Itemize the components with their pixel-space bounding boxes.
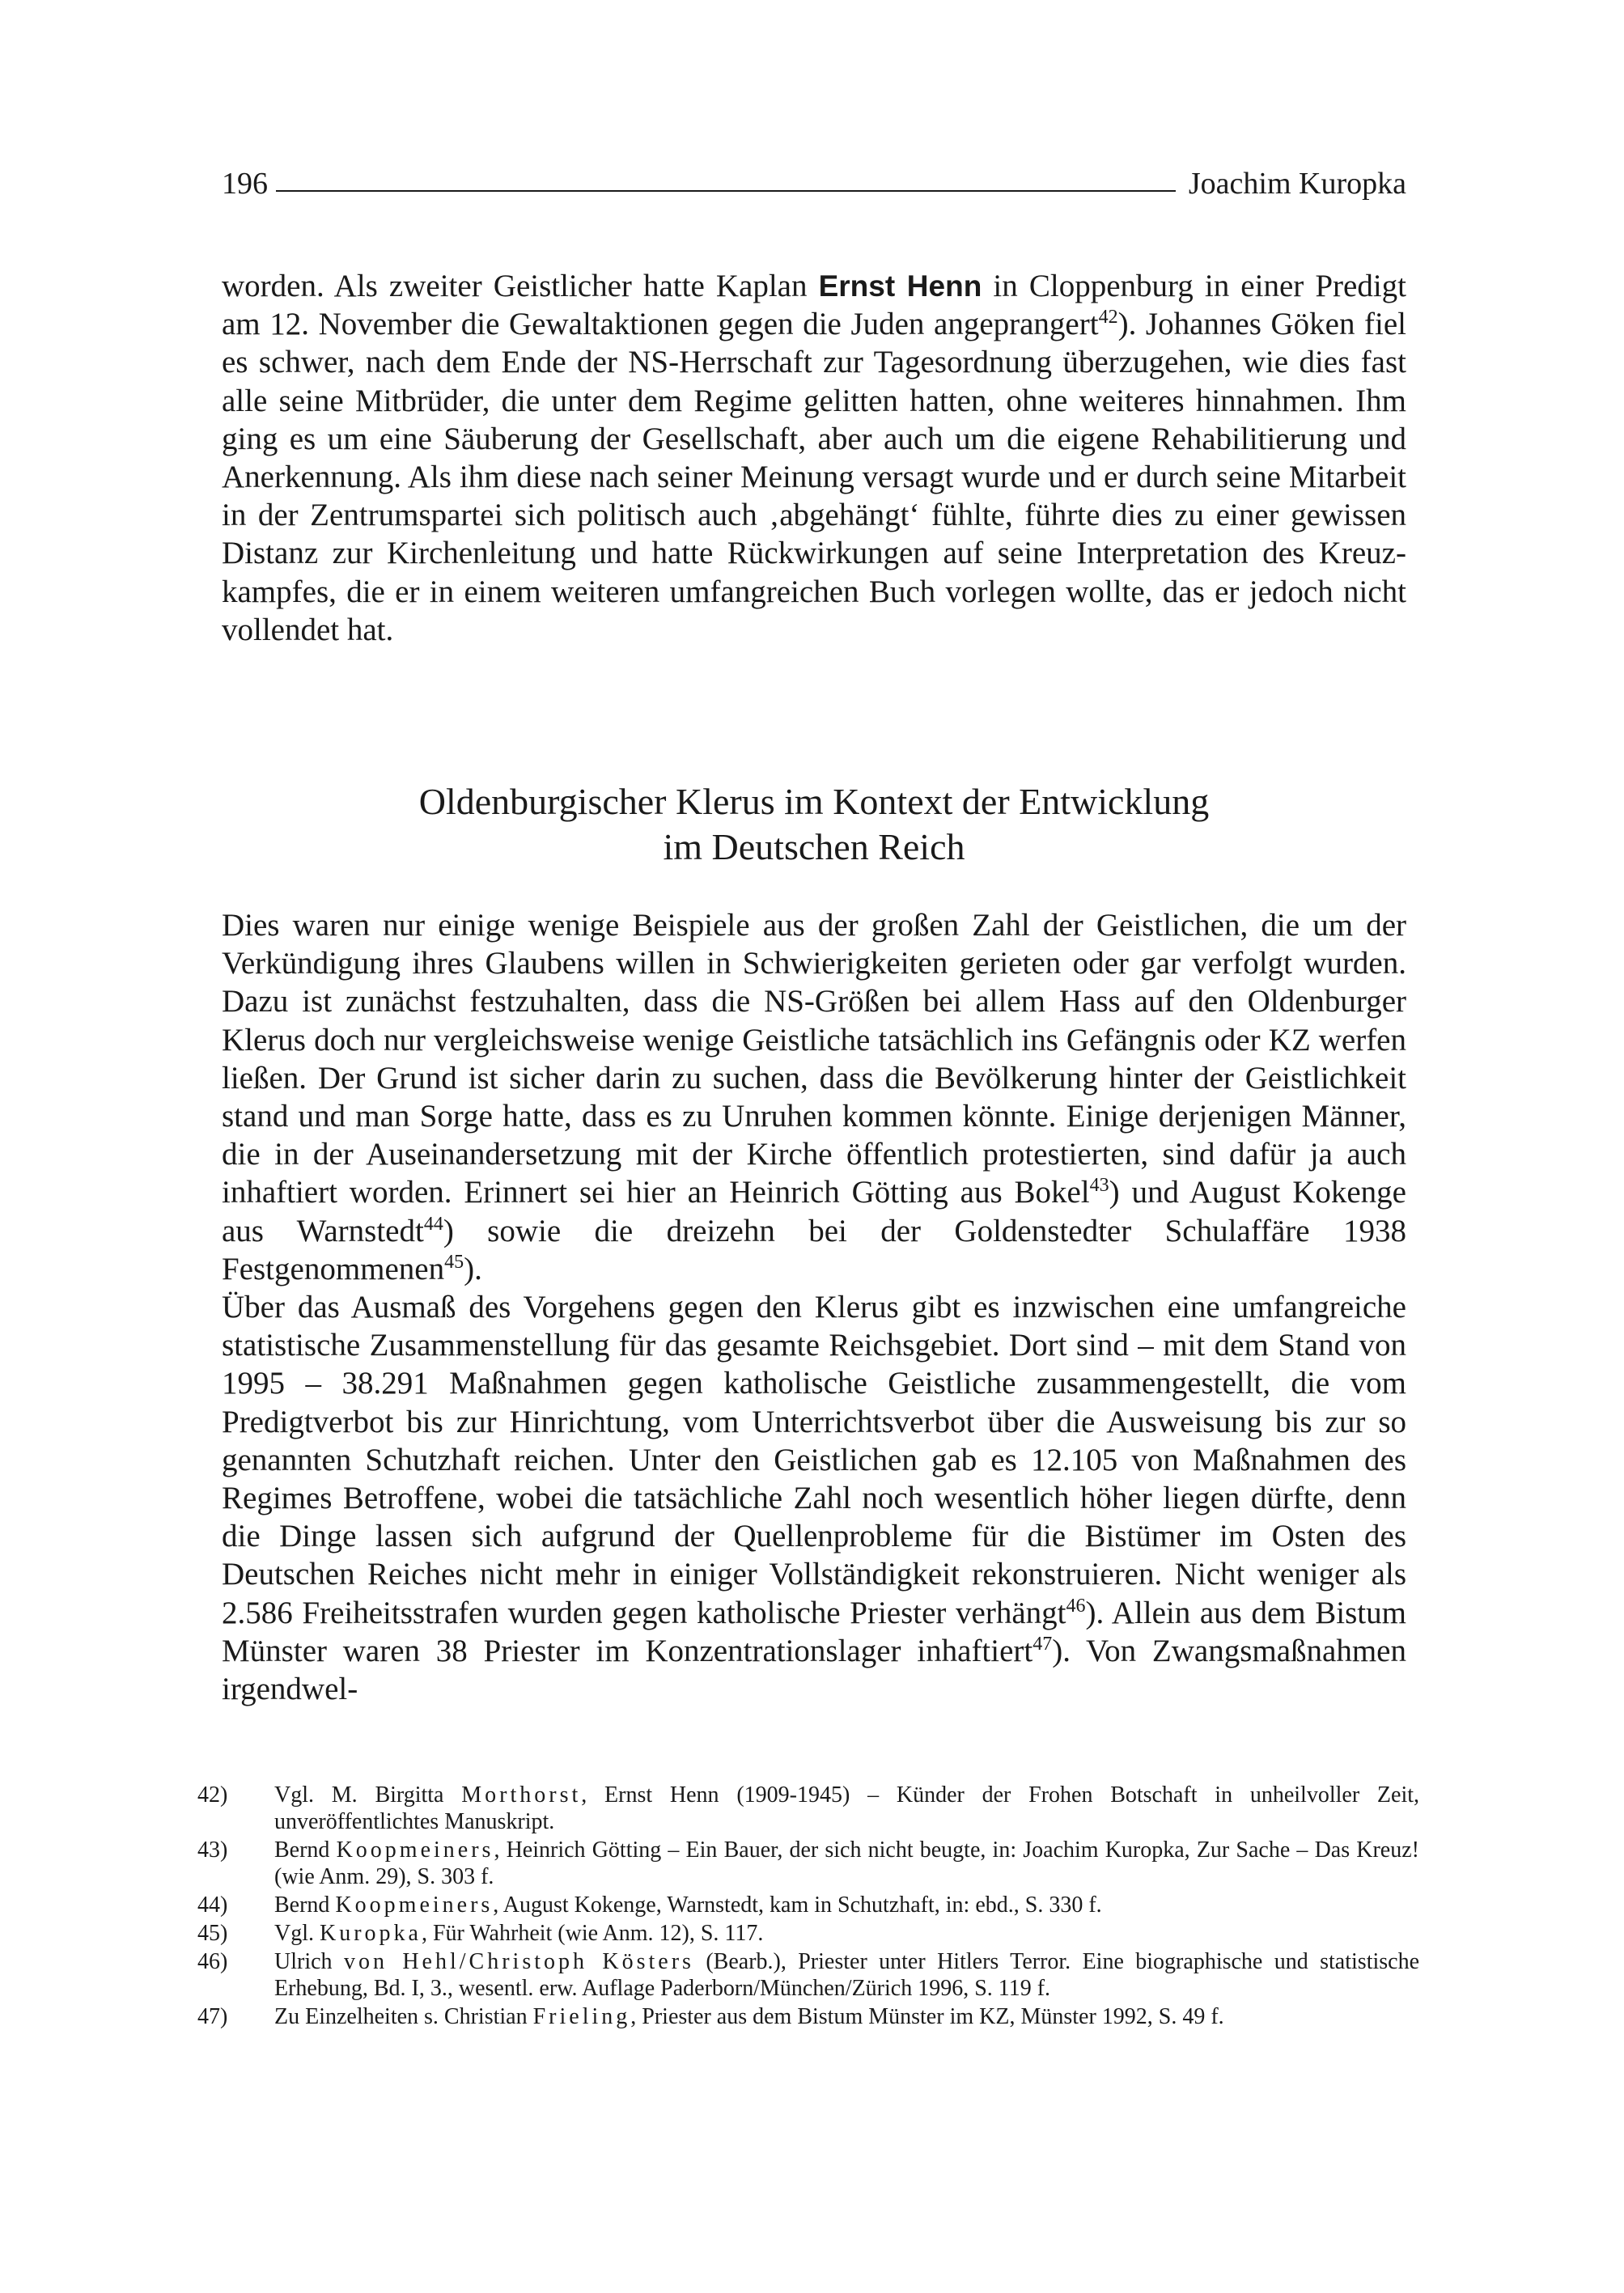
footnote-text [274, 1948, 1419, 2002]
text-run: , Priester aus dem Bistum Münster im KZ, Münster 1992, S. 49 f. [630, 2004, 1224, 2029]
text-run: Ulrich [274, 1949, 344, 1974]
footnote-ref-47[interactable]: 47 [1032, 1633, 1053, 1655]
text-run: Zu Einzelheiten s. Christian [274, 2004, 533, 2029]
author-name: Morthorst [461, 1782, 582, 1808]
paragraph [222, 906, 1406, 1288]
author-name: Koopmeiners [336, 1837, 494, 1863]
footnote [197, 2003, 1419, 2030]
page-number: 196 [222, 167, 268, 201]
footnote-ref-44[interactable]: 44 [423, 1213, 443, 1235]
footnote-ref-43[interactable]: 43 [1089, 1175, 1109, 1197]
header-rule [276, 190, 1176, 192]
footnote-number: 43) [197, 1837, 228, 1863]
paragraph-continuation [222, 267, 1406, 649]
footnote-number: 45) [197, 1921, 228, 1946]
text-run: , August Kokenge, Warnstedt, kam in Schutzhaft, in: ebd., S. 330 f. [493, 1892, 1102, 1918]
text-run: Dies waren nur einige wenige Beispiele aus der großen Zahl der Geistlichen, die um der Verkündigung ihres Glaubens willen in Schwierigkeiten gerieten oder gar verfolgt wurden. Dazu ist zunächst festzuhalten, dass die NS-Größen bei allem Hass auf den Oldenburger Klerus doch nur vergleichsweise wenige Geistliche tatsächlich ins Gefängnis oder KZ werfen ließen. Der Grund ist sicher darin zu suchen, dass die Bevölkerung hinter der Geistlichkeit stand und man Sorge hatte, dass es zu Unruhen kommen könnte. Einige derjenigen Männer, die in der Auseinandersetzung mit der Kirche öffentlich protestierten, sind dafür ja auch inhaftiert worden. Erinnert sei hier an Heinrich Götting aus Bokel [222, 908, 1406, 1210]
author-name: von Hehl/Christoph Kösters [343, 1949, 694, 1974]
text-run: , Ernst Henn (1909-1945) – Künder der Frohen Botschaft in unheilvoller Zeit, unveröffentlichtes Manuskript. [274, 1782, 1420, 1834]
text-run: ). Allein aus dem Bistum Münster waren 38 Priester im Konzentrationslager inhaftiert [222, 1595, 1406, 1668]
paragraph [222, 1288, 1406, 1708]
footnote-text [274, 1920, 1419, 1947]
text-run: Über das Ausmaß des Vorgehens gegen den Klerus gibt es inzwischen eine umfangreiche statistische Zusammenstellung für das gesamte Reichsgebiet. Dort sind – mit dem Stand von 1995 – 38.291 Maßnahmen gegen katholische Geistliche zusammengestellt, die vom Predigtverbot bis zur Hinrichtung, vom Unterrichtsverbot über die Ausweisung bis zur so genannten Schutzhaft reichen. Unter den Geistlichen gab es 12.105 von Maßnahmen des Regimes Betroffene, wobei die tatsächliche Zahl noch wesentlich höher liegen dürfte, denn die Dinge lassen sich aufgrund der Quellenprobleme für die Bistümer im Osten des Deutschen Reiches nicht mehr in einiger Vollständigkeit rekonstruieren. Nicht weniger als 2.586 Freiheitsstrafen wurden gegen katholische Priester verhängt [222, 1290, 1406, 1630]
text-run: Bernd [274, 1892, 336, 1918]
footnote-text [274, 1837, 1419, 1890]
section-heading [222, 779, 1406, 870]
author-name: Frieling [532, 2004, 631, 2029]
text-run: (Bearb.), Priester unter Hitlers Terror. Eine biographische und statistische Erhebung, Bd. I, 3., wesentl. erw. Auflage Paderborn/München/Zürich 1996, S. 119 f. [274, 1949, 1420, 2001]
footnote [197, 1948, 1419, 2002]
footnote-ref-42[interactable]: 42 [1098, 307, 1118, 328]
text-run: Vgl. [274, 1921, 320, 1946]
text-run: , Heinrich Götting – Ein Bauer, der sich nicht beugte, in: Joachim Kuropka, Zur Sache – Das Kreuz! (wie Anm. 29), S. 303 f. [274, 1837, 1419, 1889]
page-header [222, 166, 1406, 201]
section-heading-line-2: im Deutschen Reich [663, 826, 965, 867]
text-run: ). [464, 1251, 482, 1286]
footnote-number: 47) [197, 2004, 228, 2029]
author-name: Koopmeiners [335, 1892, 494, 1918]
footnote [197, 1892, 1419, 1918]
footnote-number: 46) [197, 1949, 228, 1974]
footnote [197, 1782, 1419, 1835]
section-heading-line-1: Oldenburgischer Klerus im Kontext der Entwicklung [418, 781, 1210, 822]
section-body [222, 906, 1406, 1708]
text-run: ). Johannes Göken fiel es schwer, nach dem Ende der NS-Herrschaft zur Tagesordnung überzugehen, wie dies fast alle seine Mitbrüder, die unter dem Regime gelitten hatten, ohne weiteres hinnahmen. Ihm ging es um eine Säuberung der Gesellschaft, aber auch um die eigene Rehabilitierung und Anerkennung. Als ihm diese nach seiner Meinung versagt wurde und er durch seine Mitarbeit in der Zentrumspartei sich politisch auch ‚abgehängt‘ fühlte, führte dies zu einer gewissen Distanz zur Kirchenleitung und hatte Rückwirkungen auf seine Interpretation des Kreuzkampfes, die er in einem weiteren umfangreichen Buch vorlegen wollte, das er jedoch nicht vollendet hat. [222, 307, 1406, 647]
footnote-number: 42) [197, 1782, 228, 1808]
text-run: ) sowie die dreizehn bei der Goldenstedter Schulaffäre 1938 Festgenommenen [222, 1213, 1406, 1286]
footnote-text [274, 2003, 1419, 2030]
text-run: worden. Als zweiter Geistlicher hatte Kaplan [222, 269, 819, 303]
bold-name: Ernst Henn [818, 269, 982, 303]
footnote-number: 44) [197, 1892, 228, 1918]
footnote-ref-45[interactable]: 45 [444, 1251, 464, 1273]
text-run: , Für Wahrheit (wie Anm. 12), S. 117. [421, 1921, 764, 1946]
footnote [197, 1837, 1419, 1890]
text-run: ) und August Kokenge aus Warnstedt [222, 1175, 1406, 1248]
text-run: in Cloppenburg in einer Predigt am 12. November die Gewaltaktionen gegen die Juden angeprangert [222, 269, 1407, 342]
author-name: Kuropka [320, 1921, 422, 1946]
footnote [197, 1920, 1419, 1947]
footnote-ref-46[interactable]: 46 [1066, 1595, 1086, 1617]
text-run: Bernd [274, 1837, 337, 1863]
text-run: Vgl. M. Birgitta [274, 1782, 462, 1808]
footnote-text [274, 1782, 1419, 1835]
text-run: ). Von Zwangsmaßnahmen irgendwel- [222, 1633, 1406, 1707]
footnote-text [274, 1892, 1419, 1918]
running-head: Joachim Kuropka [1188, 167, 1406, 201]
footnotes [197, 1782, 1419, 2032]
